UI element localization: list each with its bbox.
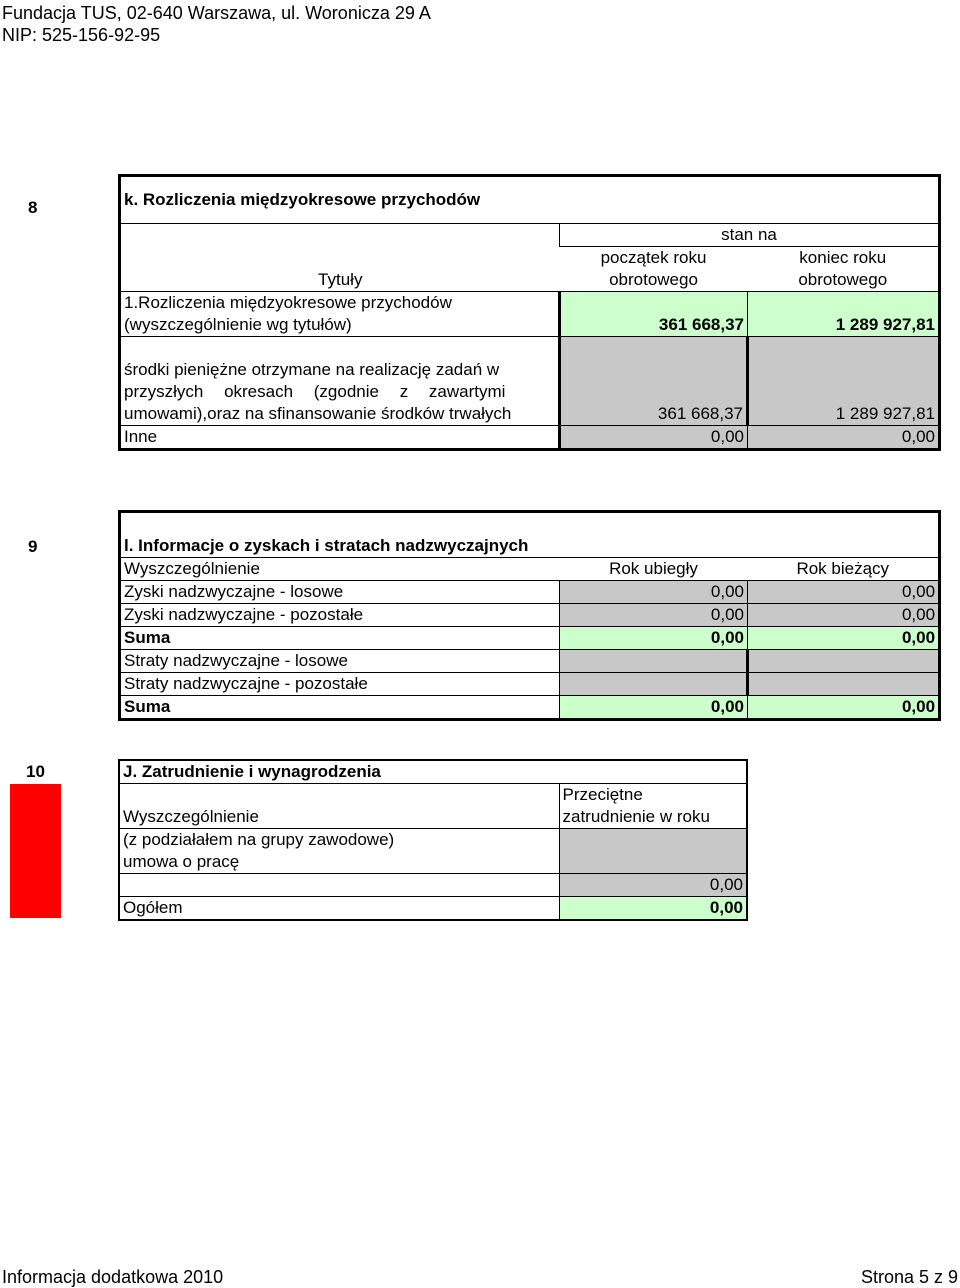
losses-sum-curr: 0,00 [748, 696, 940, 720]
section-number-9: 9 [28, 537, 38, 556]
umowa-row-label: umowa o pracę [119, 851, 559, 874]
row2-start-value: 361 668,37 [560, 403, 748, 426]
table-row-curr: 0,00 [748, 604, 940, 627]
col-start-header-2: obrotowego [560, 269, 748, 292]
red-status-marker [10, 784, 61, 918]
blank-row-value: 0,00 [559, 874, 747, 897]
extraordinary-gains-losses-table [118, 510, 941, 721]
row2-label-2: przyszłych okresach (zgodnie z zawartymi [124, 382, 506, 401]
table-row-curr [748, 673, 940, 696]
col-label-header: Wyszczególnienie [120, 558, 560, 581]
col-avg-header-1: Przeciętne [562, 785, 643, 804]
stan-na-header: stan na [560, 224, 940, 247]
tax-id: NIP: 525-156-92-95 [2, 25, 161, 45]
col-curr-year-header: Rok bieżący [748, 558, 940, 581]
col-end-header-1: koniec roku [799, 248, 887, 267]
row1-start-value: 361 668,37 [560, 314, 748, 337]
table-row-label: Straty nadzwyczajne - losowe [120, 650, 560, 673]
section-title: l. Informacje o zyskach i stratach nadzwyczajnych [120, 512, 940, 558]
col-tytuly-header: Tytuły [120, 269, 560, 292]
losses-sum-label: Suma [124, 697, 171, 716]
table-row-prev: 0,00 [560, 604, 748, 627]
row1-end-value: 1 289 927,81 [748, 314, 940, 337]
section-number-8: 8 [28, 198, 38, 217]
table-row-prev: 0,00 [560, 581, 748, 604]
section-number-10: 10 [26, 762, 45, 781]
section-title: J. Zatrudnienie i wynagrodzenia [119, 760, 747, 784]
table-row-label: Straty nadzwyczajne - pozostałe [120, 673, 560, 696]
row3-start-value: 0,00 [560, 426, 748, 450]
employment-table [118, 759, 748, 921]
gains-sum-prev: 0,00 [560, 627, 748, 650]
footer-page-number: Strona 5 z 9 [860, 1267, 958, 1287]
deferred-revenue-table [118, 174, 941, 451]
total-row-label: Ogółem [119, 897, 559, 921]
total-row-value: 0,00 [559, 897, 747, 921]
col-start-header-1: początek roku [600, 248, 707, 267]
table-row-prev [560, 673, 748, 696]
organization-address: Fundacja TUS, 02-640 Warszawa, ul. Woronicza 29 A [2, 3, 431, 23]
col-label-header: Wyszczególnienie [119, 806, 559, 829]
table-row-curr: 0,00 [748, 581, 940, 604]
col-end-header-2: obrotowego [748, 269, 940, 292]
col-prev-year-header: Rok ubiegły [560, 558, 748, 581]
gains-sum-label: Suma [120, 627, 560, 650]
table-row-label: Zyski nadzwyczajne - pozostałe [120, 604, 560, 627]
footer-document-title: Informacja dodatkowa 2010 [2, 1267, 224, 1287]
row3-label: Inne [124, 427, 158, 446]
table-row-label: Zyski nadzwyczajne - losowe [120, 581, 560, 604]
col-avg-header-2: zatrudnienie w roku [559, 806, 747, 829]
table-row-prev [560, 650, 748, 673]
row1-label-2: (wyszczególnienie wg tytułów) [120, 314, 560, 337]
row2-label-3: umowami),oraz na sfinansowanie środków trwałych [120, 403, 560, 426]
gains-sum-curr: 0,00 [748, 627, 940, 650]
section-title: k. Rozliczenia międzyokresowe przychodów [120, 176, 940, 224]
row1-label-1: 1.Rozliczenia międzyokresowe przychodów [124, 293, 452, 312]
group-row-label: (z podziałałem na grupy zawodowe) [119, 829, 559, 852]
losses-sum-prev: 0,00 [560, 696, 748, 720]
row2-label-1: środki pieniężne otrzymane na realizację zadań w [124, 360, 500, 379]
table-row-curr [748, 650, 940, 673]
row3-end-value: 0,00 [748, 426, 940, 450]
row2-end-value: 1 289 927,81 [748, 403, 940, 426]
